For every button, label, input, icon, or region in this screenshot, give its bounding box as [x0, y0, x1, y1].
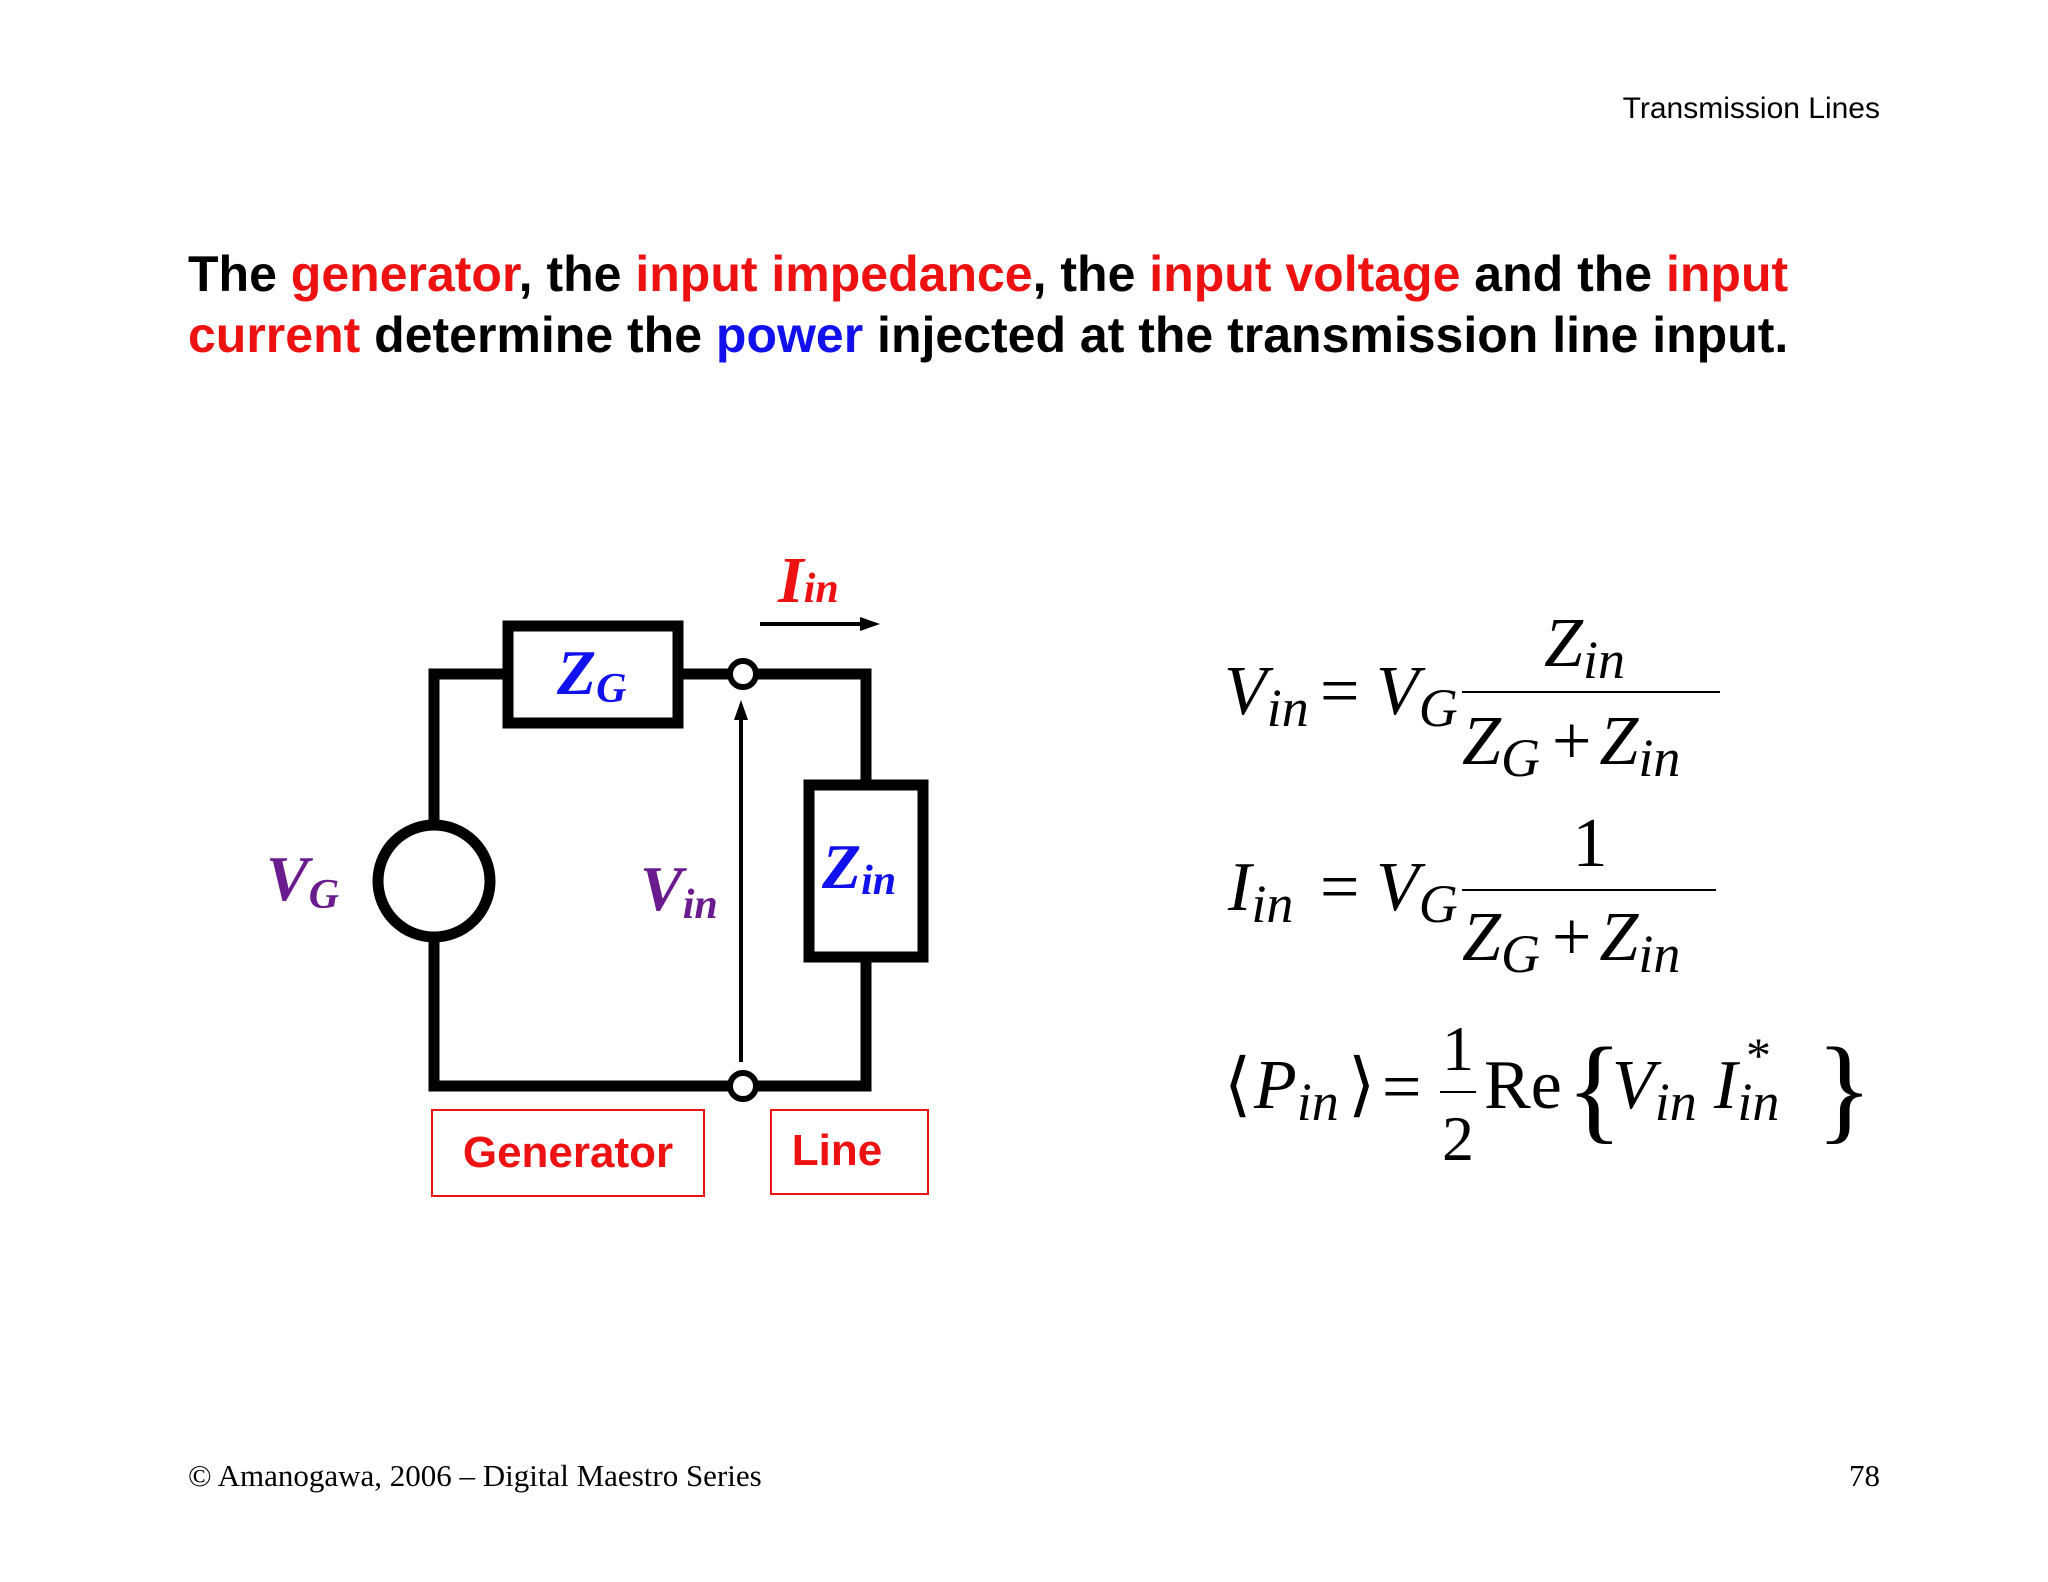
- footer-copyright: © Amanogawa, 2006 – Digital Maestro Series: [188, 1458, 762, 1493]
- iin-equals: =: [1320, 849, 1360, 926]
- line-caption: Line: [791, 1126, 883, 1175]
- pin-left-angle: ⟨: [1224, 1047, 1252, 1124]
- intro-text-input-voltage: input voltage: [1149, 246, 1461, 302]
- vin-lhs: Vin: [1224, 653, 1309, 738]
- intro-text-determine-the: determine the: [360, 307, 716, 363]
- footer-page-number: 78: [1849, 1458, 1880, 1493]
- vin-equals: =: [1320, 653, 1360, 730]
- pin-iin-conjugate: Iin: [1714, 1047, 1780, 1132]
- iin-factor: VG: [1376, 849, 1458, 934]
- iin-numerator: 1: [1572, 805, 1608, 882]
- input-voltage-label: Vin: [640, 853, 718, 928]
- intro-text-the: The: [188, 246, 291, 302]
- pin-vin: Vin: [1612, 1047, 1697, 1132]
- input-impedance-label: Zin: [822, 831, 897, 904]
- generator-impedance-label: ZG: [557, 637, 627, 712]
- pin-real-part: Re: [1484, 1047, 1562, 1124]
- vin-factor: VG: [1376, 653, 1458, 738]
- intro-text-comma-the-1: , the: [518, 246, 636, 302]
- pin-half-denominator: 2: [1442, 1103, 1474, 1174]
- pin-left-brace: {: [1566, 1023, 1623, 1154]
- formula-pin: [1224, 1013, 1873, 1174]
- iin-lhs: Iin: [1228, 849, 1294, 934]
- iin-denominator: ZG + Zin: [1462, 899, 1681, 984]
- pin-lhs: Pin: [1254, 1047, 1339, 1132]
- formula-vin: [1224, 605, 1720, 788]
- vin-denominator: ZG + Zin: [1462, 703, 1681, 788]
- intro-text-generator: generator: [290, 246, 519, 302]
- formula-iin: [1227, 805, 1716, 984]
- source-voltage-label: VG: [266, 843, 340, 918]
- pin-conjugate-star: *: [1746, 1027, 1771, 1083]
- pin-equals: =: [1382, 1049, 1422, 1126]
- vin-numerator: Zin: [1544, 605, 1625, 690]
- intro-text-input-current: input current: [188, 246, 1789, 363]
- intro-text-comma-the-2: , the: [1032, 246, 1150, 302]
- current-label: Iin: [778, 544, 839, 617]
- intro-text-input-impedance: input impedance: [635, 246, 1033, 302]
- intro-text-power: power: [715, 307, 864, 363]
- generator-caption: Generator: [462, 1128, 674, 1177]
- pin-right-angle: ⟩: [1348, 1047, 1376, 1124]
- pin-right-brace: }: [1816, 1023, 1873, 1154]
- pin-half-numerator: 1: [1442, 1013, 1474, 1084]
- intro-text-and-the: and the: [1460, 246, 1666, 302]
- intro-text-injected: injected at the transmission line input.: [863, 307, 1789, 363]
- slide-header-title: Transmission Lines: [1622, 92, 1880, 125]
